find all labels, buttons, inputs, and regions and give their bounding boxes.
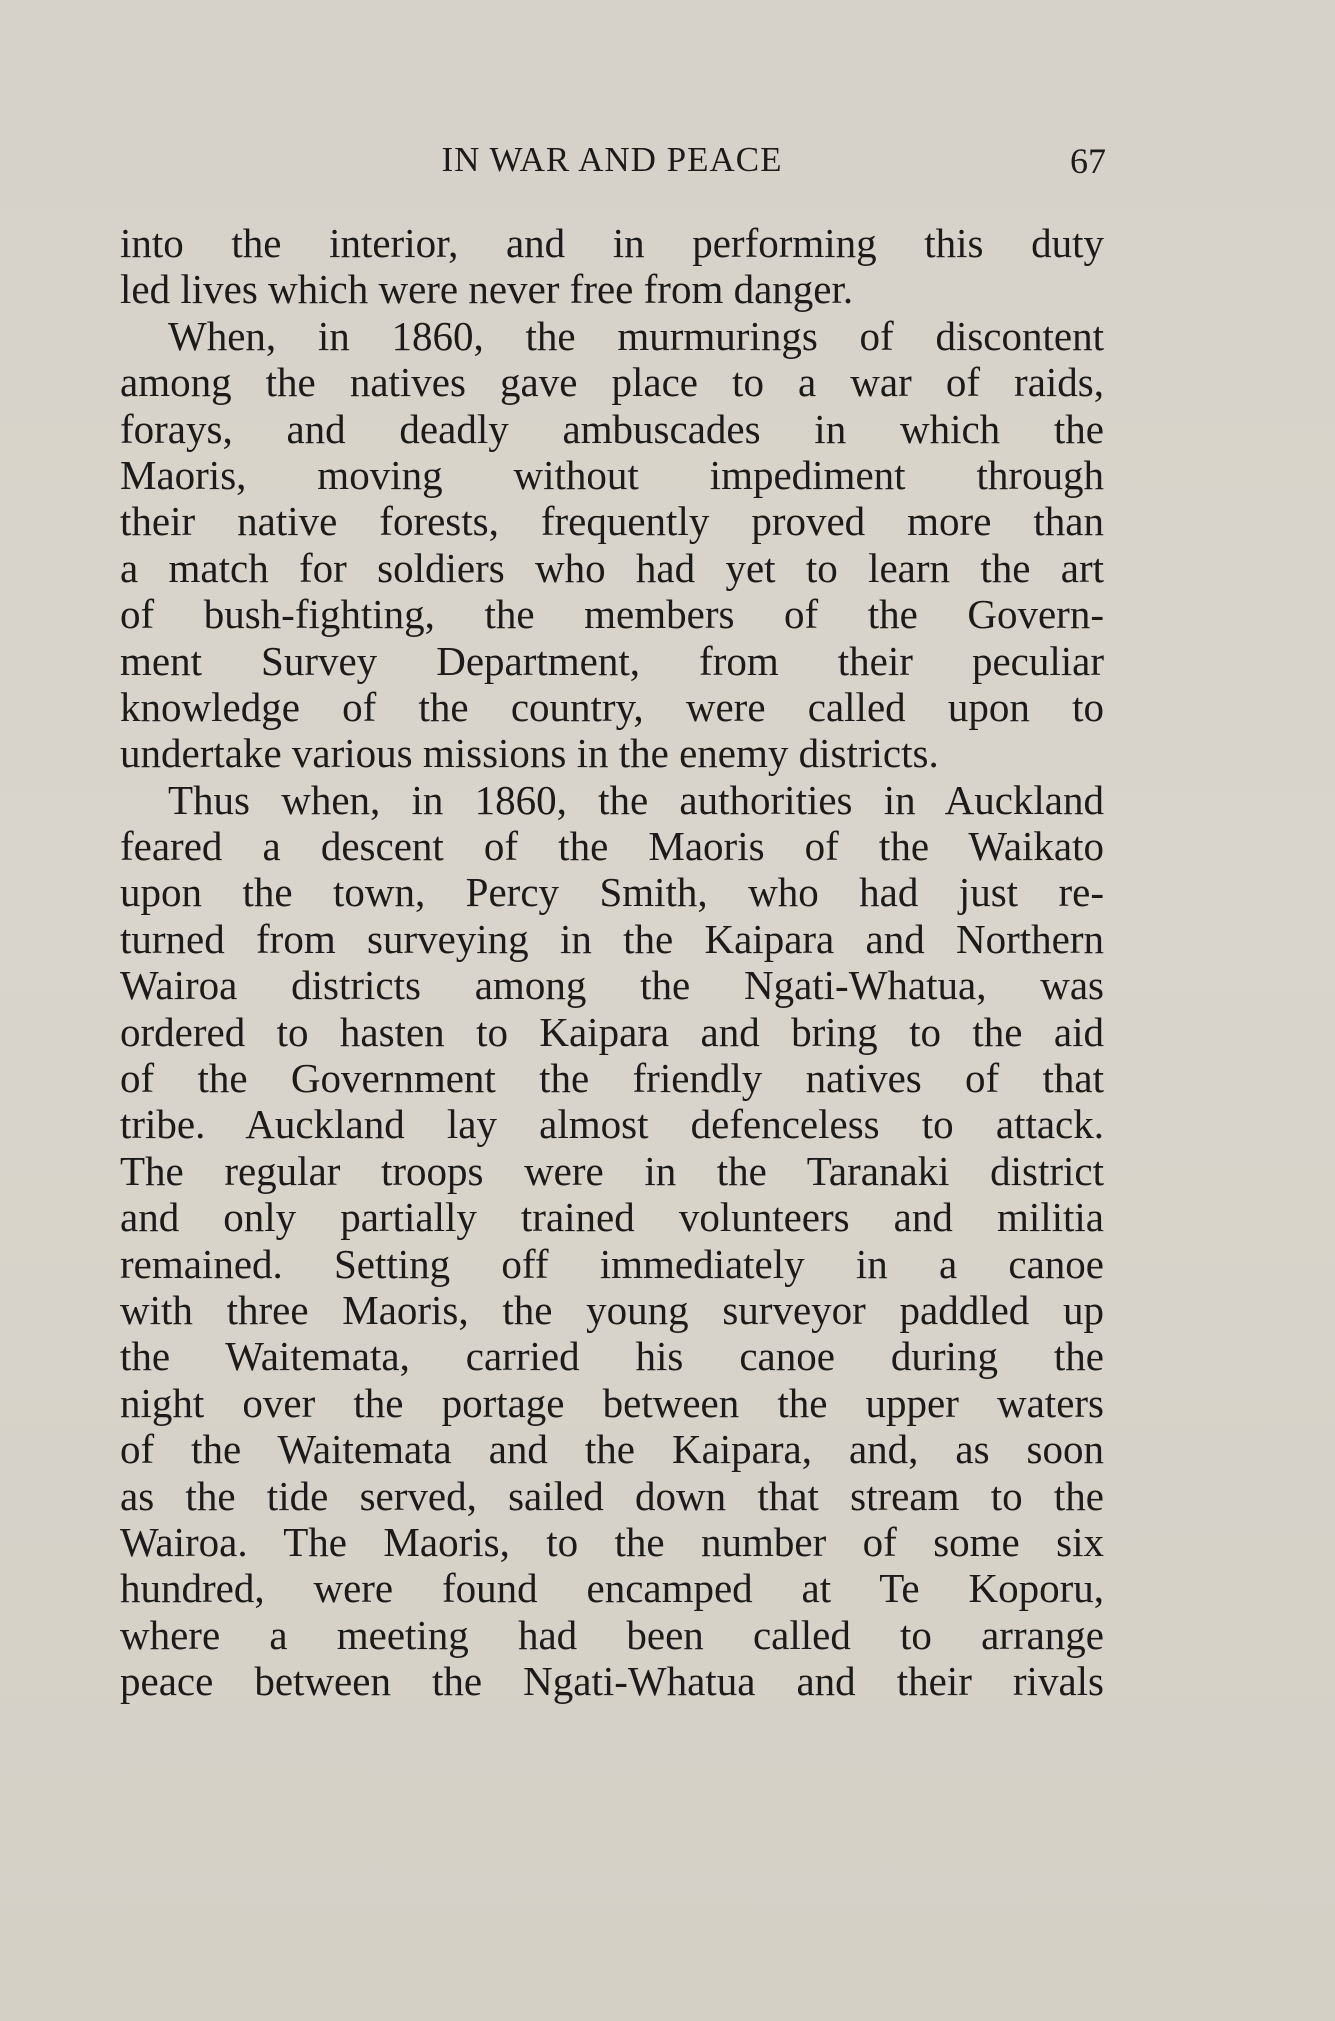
text-line: knowledge of the country, were called upon to: [120, 683, 1104, 730]
text-line: of bush-fighting, the members of the Govern-: [120, 591, 1104, 638]
text-line: undertake various missions in the enemy districts.: [120, 730, 939, 777]
text-line: with three Maoris, the young surveyor paddled up: [120, 1286, 1104, 1333]
text-line: led lives which were never free from danger.: [120, 266, 854, 313]
text-line: their native forests, frequently proved more than: [120, 498, 1104, 545]
text-line: remained. Setting off immediately in a canoe: [120, 1240, 1104, 1287]
text-line: as the tide served, sailed down that stream to the: [120, 1472, 1104, 1519]
text-line: When, in 1860, the murmurings of discontent: [168, 312, 1104, 359]
text-line: turned from surveying in the Kaipara and Northern: [120, 915, 1104, 962]
text-line: into the interior, and in performing this duty: [120, 220, 1104, 266]
text-line: where a meeting had been called to arrange: [120, 1611, 1104, 1658]
text-line: feared a descent of the Maoris of the Waikato: [120, 823, 1104, 870]
text-line: peace between the Ngati-Whatua and their rivals: [120, 1658, 1104, 1705]
text-line: The regular troops were in the Taranaki district: [120, 1147, 1104, 1194]
text-line: ordered to hasten to Kaipara and bring to the aid: [120, 1008, 1104, 1055]
text-line: a match for soldiers who had yet to learn the art: [120, 544, 1104, 591]
text-line: Maoris, moving without impediment through: [120, 451, 1104, 498]
text-line: Thus when, in 1860, the authorities in Auckland: [168, 776, 1104, 823]
text-line: hundred, were found encamped at Te Koporu,: [120, 1565, 1104, 1612]
text-line: Wairoa districts among the Ngati-Whatua, was: [120, 962, 1104, 1009]
text-line: and only partially trained volunteers and militia: [120, 1194, 1104, 1241]
text-line: of the Government the friendly natives of that: [120, 1055, 1104, 1102]
text-line: of the Waitemata and the Kaipara, and, as soon: [120, 1426, 1104, 1473]
running-head: [120, 140, 1104, 190]
text-line: the Waitemata, carried his canoe during the: [120, 1333, 1104, 1380]
body-text: [120, 220, 1104, 1705]
page-number: 67: [1070, 141, 1106, 181]
text-line: tribe. Auckland lay almost defenceless to attack.: [120, 1101, 1104, 1148]
text-line: night over the portage between the upper waters: [120, 1379, 1104, 1426]
text-line: forays, and deadly ambuscades in which the: [120, 405, 1104, 452]
running-title: IN WAR AND PEACE: [441, 140, 783, 179]
text-line: Wairoa. The Maoris, to the number of some six: [120, 1518, 1104, 1565]
text-line: ment Survey Department, from their peculiar: [120, 637, 1104, 684]
text-line: among the natives gave place to a war of raids,: [120, 359, 1104, 406]
text-line: upon the town, Percy Smith, who had just re-: [120, 869, 1104, 916]
